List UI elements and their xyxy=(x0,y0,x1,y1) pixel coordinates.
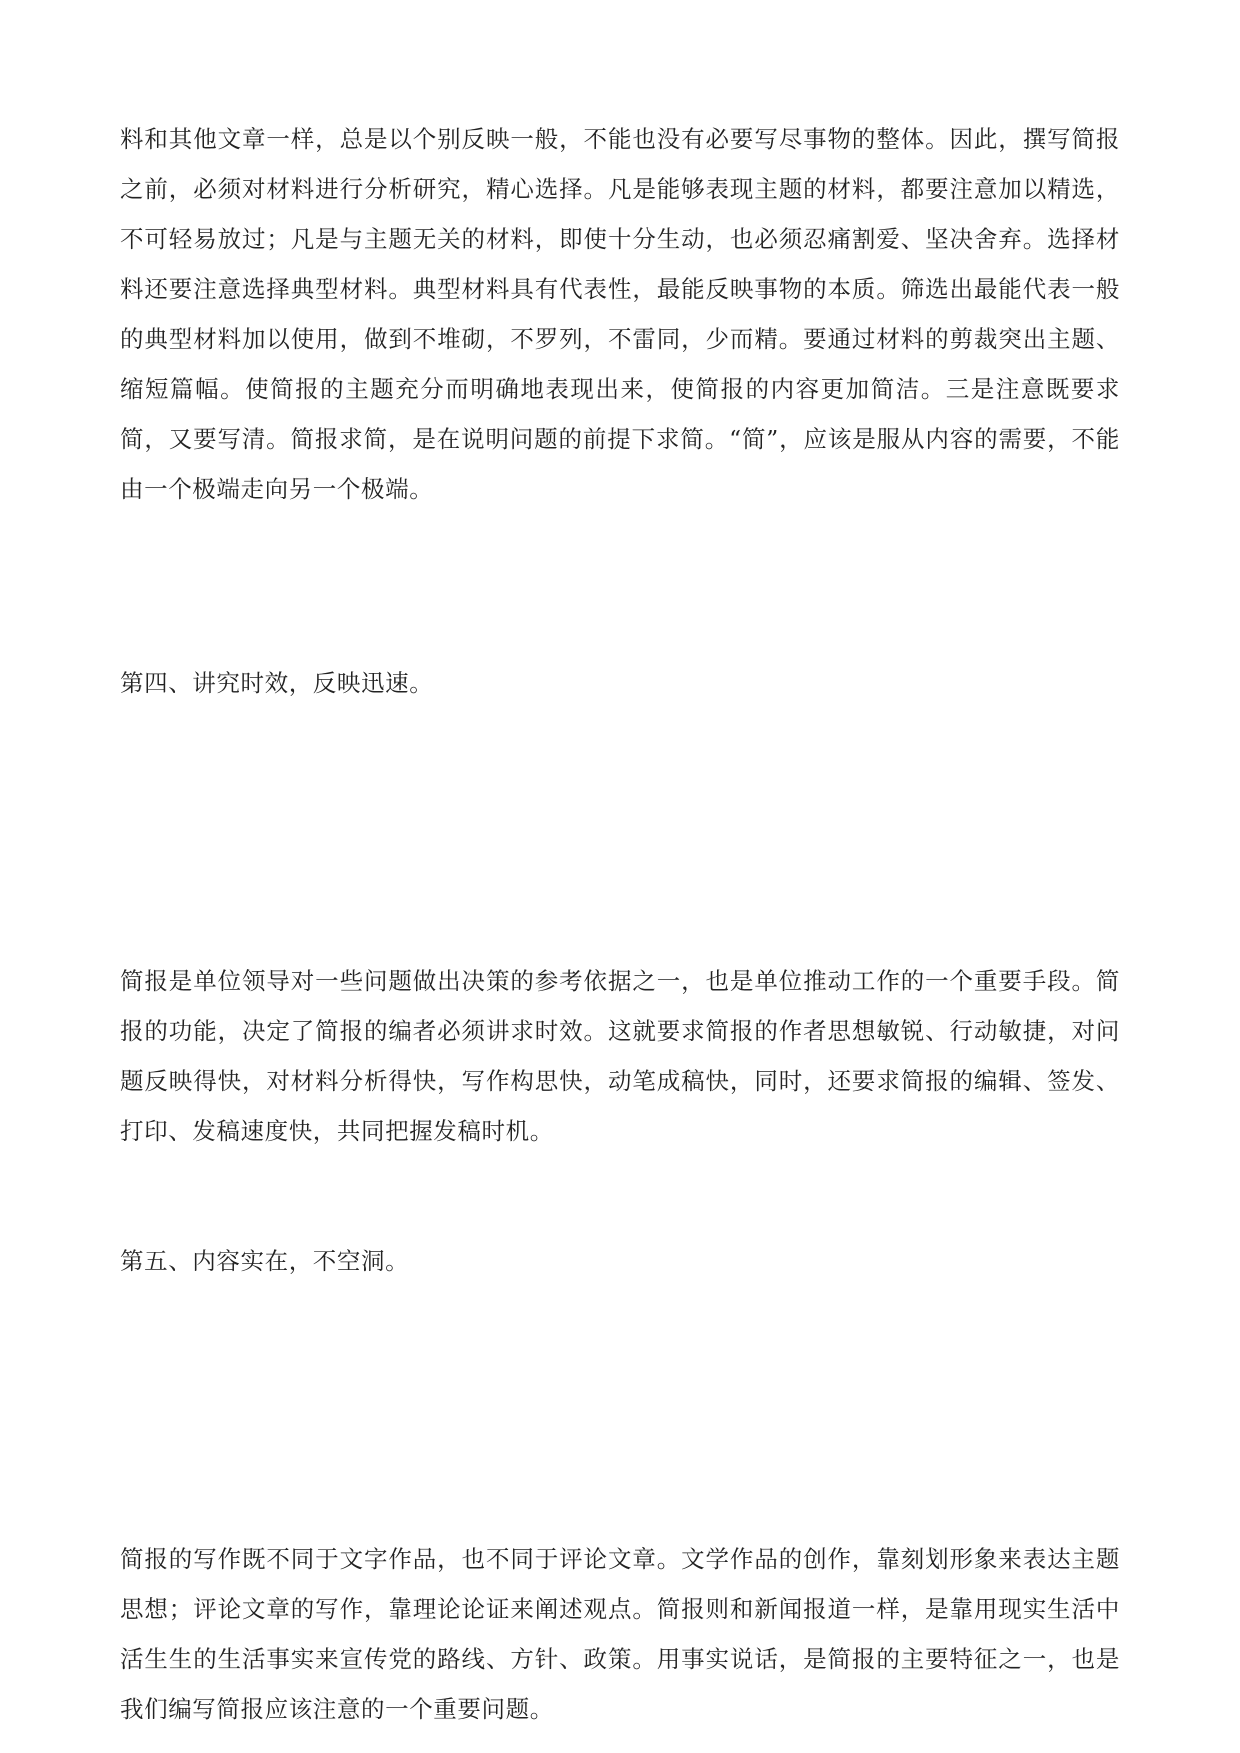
body-paragraph: 料和其他文章一样，总是以个别反映一般，不能也没有必要写尽事物的整体。因此，撰写简报之前，必须对材料进行分析研究，精心选择。凡是能够表现主题的材料，都要注意加以精选，不可轻易放过；凡是与主题无关的材料，即使十分生动，也必须忍痛割爱、坚决舍弃。选择材料还要注意选择典型材料。典型材料具有代表性，最能反映事物的本质。筛选出最能代表一般的典型材料加以使用，做到不堆砌，不罗列，不雷同，少而精。要通过材料的剪裁突出主题、缩短篇幅。使简报的主题充分而明确地表现出来，使简报的内容更加简洁。三是注意既要求简，又要写清。简报求简，是在说明问题的前提下求简。“简”，应该是服从内容的需要，不能由一个极端走向另一个极端。 xyxy=(120,125,1120,503)
section-heading-4: 第四、讲究时效，反映迅速。 xyxy=(120,669,434,697)
body-paragraph: 简报的写作既不同于文字作品，也不同于评论文章。文学作品的创作，靠刻划形象来表达主题思想；评论文章的写作，靠理论论证来阐述观点。简报则和新闻报道一样，是靠用现实生活中活生生的生活事实来宣传党的路线、方针、政策。用事实说话，是简报的主要特征之一，也是我们编写简报应该注意的一个重要问题。 xyxy=(120,1545,1120,1723)
body-paragraph: 简报是单位领导对一些问题做出决策的参考依据之一，也是单位推动工作的一个重要手段。简报的功能，决定了简报的编者必须讲求时效。这就要求简报的作者思想敏锐、行动敏捷，对问题反映得快，对材料分析得快，写作构思快，动笔成稿快，同时，还要求简报的编辑、签发、打印、发稿速度快，共同把握发稿时机。 xyxy=(120,967,1120,1145)
section-heading-5: 第五、内容实在，不空洞。 xyxy=(120,1247,410,1275)
document-page xyxy=(120,0,1120,1753)
